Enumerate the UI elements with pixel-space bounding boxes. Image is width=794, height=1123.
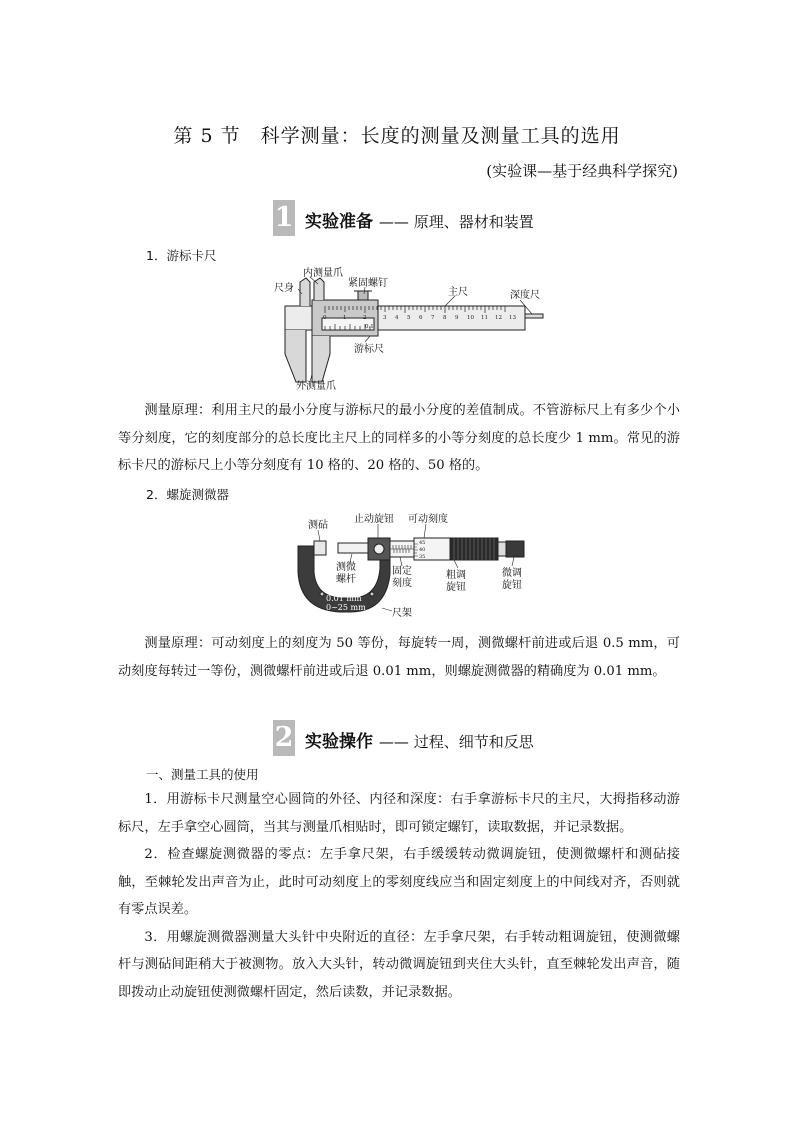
section-1-subtitle: —— 原理、器材和装置 <box>378 213 534 231</box>
section-1-number: 1 <box>273 200 295 236</box>
caliper-heading: 1．游标卡尺 <box>146 248 217 263</box>
spindle <box>338 543 372 553</box>
scale-num-4: 4 <box>395 315 399 321</box>
frame-plate-precision: 0.01 mm <box>326 594 362 603</box>
operation-step-3: 3．用螺旋测微器测量大头针中央附近的直径：左手拿尺架，右手转动粗调旋钮，使测微螺杆与测砧间距稍大于被测物。放入大头针，转动微调旋钮到夹住大头针，直至棘轮发出声音，随即拨动止动旋钮使测微螺杆固定，然后读数，并记录数据。 <box>118 929 680 1000</box>
section-2-number: 2 <box>273 720 295 756</box>
label-body: 尺身 <box>274 283 294 294</box>
scale-num-8: 8 <box>443 315 447 321</box>
scale-num-12: 12 <box>495 315 502 321</box>
section-1-title-wrap <box>305 207 534 232</box>
label-frame: 尺架 <box>392 608 412 619</box>
scale-num-11: 11 <box>481 315 488 321</box>
micrometer-heading: 2．螺旋测微器 <box>146 487 229 502</box>
thimble-num-40: 40 <box>419 547 426 553</box>
section-2-heading: 一、测量工具的使用 <box>146 767 259 782</box>
vernier-precision-label: 0.1 <box>365 324 374 330</box>
lock-screw <box>358 291 368 300</box>
label-anvil: 测砧 <box>308 520 328 531</box>
operation-step-1: 1．用游标卡尺测量空心圆筒的外径、内径和深度：右手拿游标卡尺的主尺，大拇指移动游标尺，左手拿空心圆筒，当其与测量爪相贴时，即可锁定螺钉，读取数据，并记录数据。 <box>118 792 680 835</box>
label-vernier: 游标尺 <box>354 344 384 355</box>
section-2-subtitle: —— 过程、细节和反思 <box>378 733 534 751</box>
micrometer-diagram <box>294 508 534 624</box>
label-thimble-scale: 可动刻度 <box>408 514 448 525</box>
scale-num-7: 7 <box>431 315 435 321</box>
caliper-principle-text: 测量原理：利用主尺的最小分度与游标尺的最小分度的差值制成。不管游标尺上有多少个小等分刻度，它的刻度部分的总长度比主尺上的同样多的小等分刻度的总长度少 1 mm。常见的游标卡尺的游标尺上小等分刻度有 10 格的、20 格的、50 格的。 <box>118 403 680 473</box>
scale-num-1: 1 <box>343 315 347 321</box>
scale-num-3: 3 <box>383 315 387 321</box>
micrometer-principle <box>118 630 680 685</box>
scale-num-0: 0 <box>323 315 327 321</box>
scale-num-13: 13 <box>509 315 516 321</box>
caliper-principle <box>118 397 680 480</box>
page-subtitle: (实验课—基于经典科学探究) <box>486 162 678 180</box>
thimble-num-35: 35 <box>419 554 426 560</box>
scale-num-9: 9 <box>455 315 459 321</box>
fixed-outer-jaw <box>285 330 306 382</box>
label-fine-2: 旋钮 <box>502 580 522 591</box>
section-1-title: 实验准备 <box>305 212 373 232</box>
label-lock: 止动旋钮 <box>354 514 394 525</box>
scale-num-10: 10 <box>467 315 474 321</box>
scale-num-5: 5 <box>407 315 411 321</box>
label-fixed-1: 固定 <box>392 566 412 577</box>
fixed-inner-jaw <box>300 278 310 306</box>
label-outer-jaw: 外测量爪 <box>296 381 336 392</box>
scale-num-2: 2 <box>363 315 367 321</box>
label-coarse-2: 旋钮 <box>446 582 466 593</box>
operation-step-2: 2．检查螺旋测微器的零点：左手拿尺架，右手缓缓转动微调旋钮，使测微螺杆和测砧接触，至棘轮发出声音为止，此时可动刻度上的零刻度线应当和固定刻度上的中间线对齐，否则就有零点误差。 <box>118 847 680 917</box>
operation-steps <box>118 786 680 1006</box>
label-screw: 紧固螺钉 <box>348 278 388 289</box>
page-title: 第 5 节 科学测量：长度的测量及测量工具的选用 <box>173 125 621 147</box>
label-fine-1: 微调 <box>502 568 522 579</box>
anvil <box>314 541 326 555</box>
frame-plate-range: 0~25 mm <box>326 603 366 612</box>
label-coarse-1: 粗调 <box>446 570 466 581</box>
micrometer-principle-text: 测量原理：可动刻度上的刻度为 50 等份，每旋转一周，测微螺杆前进或后退 0.5 mm，可动刻度每转过一等份，测微螺杆前进或后退 0.01 mm，则螺旋测微器的精确度为 0.01 mm。 <box>118 636 680 679</box>
thimble-num-45: 45 <box>419 540 426 546</box>
label-fixed-2: 刻度 <box>392 578 412 589</box>
label-spindle-1: 测微 <box>336 562 356 573</box>
depth-rod <box>525 314 543 318</box>
scale-num-6: 6 <box>419 315 423 321</box>
section-2-title-wrap <box>305 727 534 752</box>
label-main-scale: 主尺 <box>448 287 468 298</box>
fine-ratchet <box>506 541 524 557</box>
sliding-outer-jaw <box>312 336 330 382</box>
label-depth-rod: 深度尺 <box>510 290 540 301</box>
label-spindle-2: 螺杆 <box>336 574 356 585</box>
sliding-inner-jaw <box>314 278 324 300</box>
vernier-caliper-diagram <box>270 264 560 392</box>
section-2-title: 实验操作 <box>305 732 373 752</box>
label-inner-jaw: 内测量爪 <box>303 268 343 279</box>
